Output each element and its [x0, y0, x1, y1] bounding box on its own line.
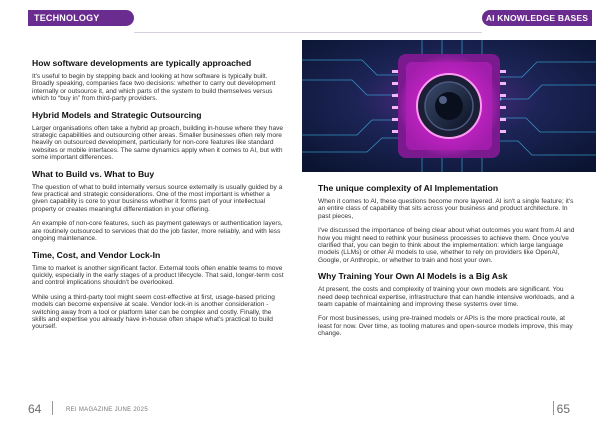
ai-chip-illustration-icon — [302, 40, 596, 172]
paragraph: At present, the costs and complexity of training your own models are significant. You need deep technical expertise, infrastructure that can handle intensive workloads, and a team capable of maintaining and improving these systems over time. — [318, 286, 575, 309]
paragraph: An example of non-core features, such as payment gateways or authentication layers, are routinely outsourced to services that do the job faster, more reliably, and with less ongoing maintenance. — [32, 220, 283, 243]
header-rule — [300, 32, 482, 33]
paragraph: Time to market is another significant factor. External tools often enable teams to move quickly, especially in the early stages of a product lifecycle. That said, longer-term cost and control implications shouldn't be overlooked. — [32, 264, 284, 287]
section-tag-technology: TECHNOLOGY — [28, 10, 134, 26]
heading-hybrid-models: Hybrid Models and Strategic Outsourcing — [32, 109, 202, 120]
right-column — [318, 183, 580, 345]
left-column — [32, 58, 286, 338]
paragraph: While using a third-party tool might seem cost-effective at first, usage-based pricing models can become expensive at scale. Vendor lock-in is another consideration - switching away from a tool or platform later can be complex and costly. Finally, the skills and expertise you already have in-house often shape what's practical to build yourself. — [32, 293, 275, 331]
page-number-left: 64 — [28, 402, 42, 416]
footer-divider — [52, 401, 53, 415]
paragraph: I've discussed the importance of being clear about what outcomes you want from AI and how you might need to rethink your business processes to achieve them. Once you've clarified that, you can begin to think about the implementation: which large language models (LLMs) or other AI models to use, whether to rely on providers like OpenAI, Google, or Anthropic, or whether to train and host your own. — [318, 227, 575, 264]
right-page — [300, 0, 600, 424]
magazine-footer: REI MAGAZINE JUNE 2025 — [66, 407, 148, 413]
heading-time-cost-lockin: Time, Cost, and Vendor Lock-In — [32, 249, 161, 260]
heading-software-development: How software developments are typically approached — [32, 58, 252, 68]
heading-ai-complexity: The unique complexity of AI Implementation — [318, 183, 499, 193]
paragraph: When it comes to AI, these questions become more layered. AI isn't a single feature; it's an entire class of capability that sits across your business and product architecture. In past pieces, — [318, 198, 574, 220]
footer-divider — [553, 401, 554, 415]
section-tag-ai-knowledge-bases: AI KNOWLEDGE BASES — [482, 10, 592, 26]
paragraph: For most businesses, using pre-trained models or APIs is the more practical route, at least for now. Over time, as tooling matures and open-source models improve, this may change. — [318, 315, 573, 338]
paragraph: The question of what to build internally versus source externally is usually guided by a few practical and strategic considerations. One of the most important is whether a given capability is core to your business whether it forms part of your intellectual property or creates meaningful differentiation in your offering. — [32, 183, 283, 213]
heading-training-own-models: Why Training Your Own AI Models is a Big Ask — [318, 271, 508, 282]
paragraph: Larger organisations often take a hybrid ap proach, building in-house where they have strategic capabilities and outsourcing other areas. Smaller businesses often rely more heavily on outsourced development, particularly for non-core features like standard websites or mobile interfaces. The same dynamics apply when it comes to AI, but with some important differences. — [32, 124, 284, 162]
paragraph: It's useful to begin by stepping back and looking at how software is typically built. Broadly speaking, companies face two decisions: whether to carry out development internally or outsource it, and which parts of the system to build themselves versus which to “buy in” from third-party providers. — [32, 73, 276, 103]
heading-build-vs-buy: What to Build vs. What to Buy — [32, 168, 155, 179]
page-number-right: 65 — [556, 402, 570, 416]
header-rule — [134, 32, 300, 33]
